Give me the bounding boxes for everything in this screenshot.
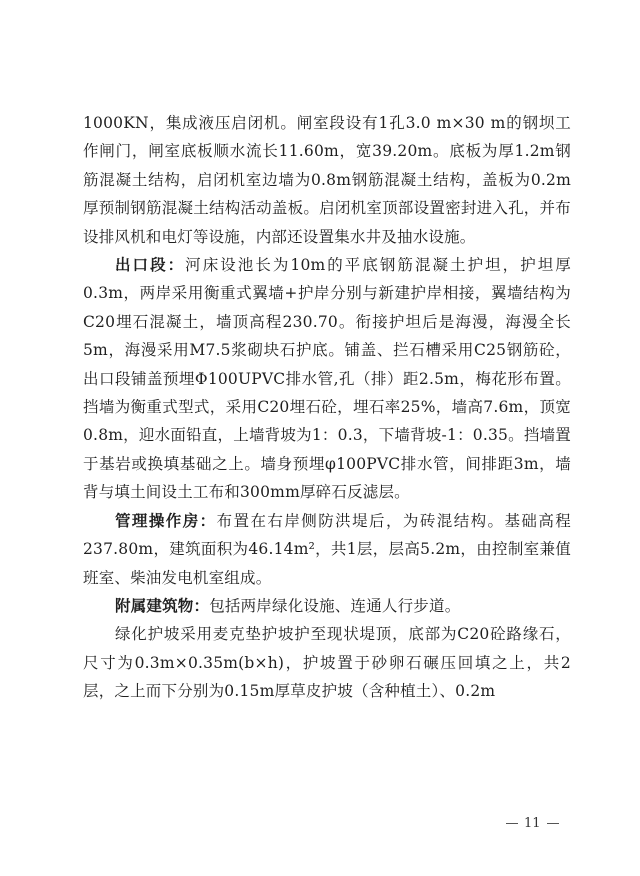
page-footer — [506, 813, 576, 833]
footer-dash-right — [547, 823, 559, 824]
paragraph-lead: 管理操作房： — [115, 510, 217, 530]
paragraph-text: 包括两岸绿化设施、连通人行步道。 — [209, 596, 461, 615]
footer-dash-left — [506, 823, 518, 824]
page-number: 11 — [524, 815, 541, 831]
paragraph-lead: 附属建筑物： — [115, 595, 210, 615]
paragraph-gate-chamber — [83, 109, 571, 251]
paragraph-text: 布置在右岸侧防洪堤后，为砖混结构。基础高程237.80m，建筑面积为46.14m²，共1层，层高5.2m，由控制室兼值班室、柴油发电机室组成。 — [83, 511, 571, 587]
paragraph-management-house — [83, 507, 571, 592]
paragraph-text: 1000KN，集成液压启闭机。闸室段设有1孔3.0 m×30 m的钢坝工作闸门，闸室底板顺水流长11.60m，宽39.20m。底板为厚1.2m钢筋混凝土结构，启闭机室边墙为0.8m钢筋混凝土结构，盖板为0.2m厚预制钢筋混凝土结构活动盖板。启闭机室顶部设置密封进入孔，并布设排风机和电灯等设施，内部还设置集水井及抽水设施。 — [83, 114, 571, 246]
paragraph-lead: 出口段： — [115, 255, 186, 275]
paragraph-green-slope — [83, 620, 571, 705]
paragraph-text: 绿化护坡采用麦克垫护坡护至现状堤顶，底部为C20砼路缘石，尺寸为0.3m×0.35m(b×h)，护坡置于砂卵石碾压回填之上，共2层，之上而下分别为0.15m厚草皮护坡（含种植土）、0.2m — [83, 625, 571, 701]
paragraph-text: 河床设池长为10m的平底钢筋混凝土护坦，护坦厚0.3m，两岸采用衡重式翼墙+护岸分别与新建护岸相接，翼墙结构为C20埋石混凝土，墙顶高程230.70。衔接护坦后是海漫，海漫全长5m，海漫采用M7.5浆砌块石护底。铺盖、拦石槽采用C25钢筋砼，出口段铺盖预埋Φ100UPVC排水管,孔（排）距2.5m，梅花形布置。挡墙为衡重式型式，采用C20埋石砼，埋石率25%，墙高7.6m，顶宽0.8m，迎水面铅直，上墙背坡为1：0.3，下墙背坡-1：0.35。挡墙置于基岩或换填基础之上。墙身预埋φ100PVC排水管，间排距3m，墙背与填土间设土工布和300mm厚碎石反滤层。 — [83, 256, 571, 502]
body-text — [83, 109, 571, 706]
paragraph-auxiliary-buildings — [83, 592, 571, 620]
paragraph-outlet-section — [83, 251, 571, 507]
